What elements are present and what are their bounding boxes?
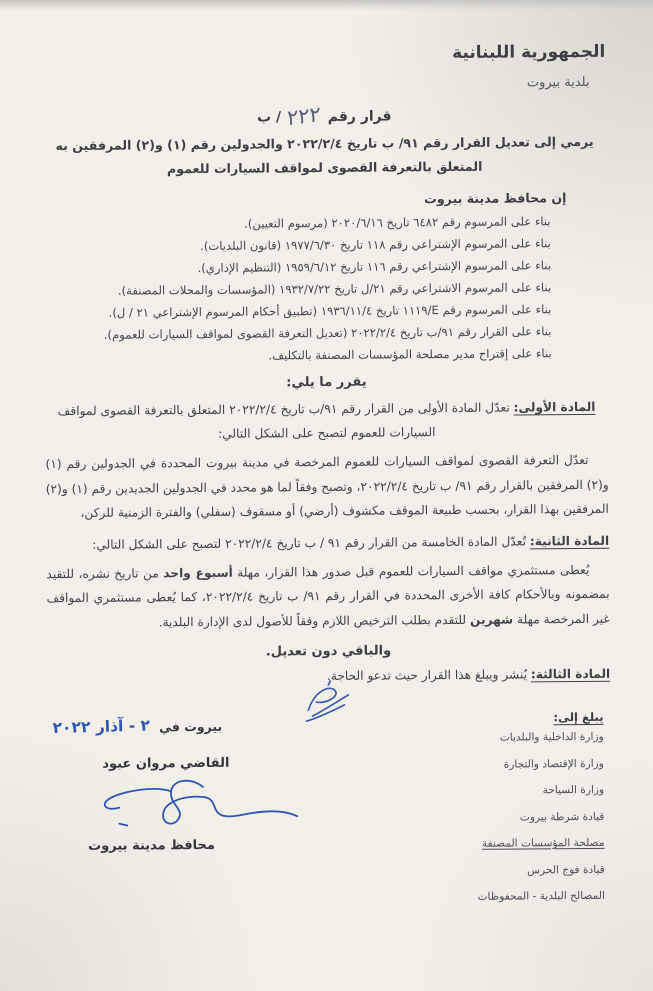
- clause-5: بناء على المرسوم رقم E/١١١٩ تاريخ ١٩٣٦/١١/٤ (تطبيق أحكام المرسوم الإشتراعي ٢١ / ل).: [108, 302, 552, 320]
- clause-3: بناء على المرسوم الإشتراعي رقم ١١٦ تاريخ ١٩٥٩/٦/١٢ (التنظيم الإداري).: [197, 258, 552, 276]
- distribution-title: يبلغ إلى:: [553, 709, 604, 725]
- governor-signature-ink: [53, 770, 304, 838]
- date-stamp-row: [53, 717, 223, 736]
- distribution-item-3: وزارة السياحة: [542, 783, 605, 797]
- article-2-head: [46, 528, 609, 556]
- preamble-clauses: [44, 210, 552, 368]
- decree-number-label: قرار رقم: [327, 108, 392, 125]
- article-2-bold-two-months: شهرين: [469, 612, 514, 627]
- article-2-body-part-1: يُعطى مستثمري مواقف السيارات للعموم قبل صدور هذا القرار، مهلة: [232, 562, 590, 580]
- distribution-item-6: قيادة فوج الحرس: [527, 863, 605, 876]
- purpose-line-2: المتعلق بالتعرفة القصوى لمواقف السيارات للعموم: [166, 158, 483, 177]
- clause-2: بناء على المرسوم الإشتراعي رقم ١١٨ تاريخ ١٩٧٧/٦/٣٠ (قانون البلديات).: [200, 236, 551, 253]
- article-1-body: تعدّل التعرفة القصوى لمواقف السيارات للعموم المرخصة في مدينة بيروت المحددة في الجدولين رقم (١) و(٢) المرفقين بالقرار رقم ٩١/ ب تاريخ ٢٠٢٢/٢/٤، وتصبح وفقاً لما هو محدد في الجدولين الجديدين رقم (١) و(٢) المرفقين بهذا القرار، بحسب طبيعة الموقف مكشوف (أرضي) أو مسقوف (سفلي) والفترة الزمنية للركن،: [45, 452, 609, 520]
- initials-signature-ink: [298, 679, 354, 725]
- republic-title: الجمهورية اللبنانية: [452, 41, 606, 64]
- article-2-body-part-3: للتقدم بطلب الترخيص اللازم وفقاً للأصول لدى الإدارة البلدية.: [158, 612, 471, 629]
- place-label: بيروت في: [158, 718, 223, 734]
- decree-number-line: [43, 100, 606, 131]
- issuing-authority: إن محافظ مدينة بيروت: [424, 190, 567, 207]
- article-1-head-text: تعدّل المادة الأولى من القرار رقم ٩١/ب تاريخ ٢٠٢٢/٢/٤ المتعلق بالتعرفة القصوى لمواقف السيارات للعموم لتصبح على الشكل التالي:: [57, 400, 510, 441]
- distribution-item-2: وزارة الإقتصاد والتجارة: [503, 757, 604, 771]
- distribution-item-1: وزارة الداخلية والبلديات: [499, 730, 604, 744]
- rest-unchanged-note: والباقي دون تعديل.: [265, 643, 392, 660]
- purpose-line-1: يرمي إلى تعديل القرار رقم ٩١/ ب تاريخ ٢٠٢٢/٢/٤ والجدولين رقم (١) و(٢) المرفقين به: [55, 133, 594, 154]
- judge-name: القاضي مروان عبود: [102, 755, 230, 772]
- handwritten-decree-number: ٢٢٢: [287, 101, 321, 131]
- article-1-head: [45, 395, 608, 447]
- distribution-item-5: مصلحة المؤسسات المصنفة: [481, 836, 605, 850]
- decree-purpose: [43, 130, 606, 182]
- article-1-title: المادة الأولى:: [513, 399, 596, 415]
- clause-7: بناء على إقتراح مدير مصلحة المؤسسات المصنفة بالتكليف.: [268, 346, 552, 363]
- clause-4: بناء على المرسوم الاشتراعي رقم ٢١/ل تاريخ ١٩٣٢/٧/٢٢ (المؤسسات والمحلات المصنفة).: [117, 280, 552, 298]
- article-2-bold-one-week: أسبوع واحد: [163, 565, 233, 580]
- clause-1: بناء على المرسوم رقم ٦٤٨٢ تاريخ ٢٠٢٠/٦/١٦ (مرسوم التعيين).: [244, 214, 551, 231]
- article-3-title: المادة الثالثة:: [530, 666, 611, 682]
- article-2-body-part-2: من تاريخ نشره، للتقيد بمضمونه وبالأحكام كافة الأخرى المحددة في القرار رقم ٩١/ ب تاريخ ٢٠٢٢/٢/٤، كما يُعطى مستثمري المواقف غير المرخصة مهلة: [46, 565, 610, 627]
- distribution-list: [393, 710, 605, 911]
- municipality-subtitle: بلدية بيروت: [526, 74, 590, 91]
- date-stamp: ٢ - آذار ٢٠٢٢: [52, 716, 151, 738]
- governor-title: محافظ مدينة بيروت: [88, 837, 216, 854]
- article-3-head-text: يُنشر ويبلغ هذا القرار حيث تدعو الحاجة.: [326, 667, 528, 684]
- clause-6: بناء على القرار رقم ٩١/ب تاريخ ٢٠٢٢/٢/٤ (تعديل التعرفة القصوى لمواقف السيارات للعموم).: [103, 324, 552, 342]
- decree-number-suffix: / ب: [256, 109, 282, 126]
- article-2-body: [46, 557, 610, 635]
- article-2-head-text: تُعدّل المادة الخامسة من القرار رقم ٩١ / ب تاريخ ٢٠٢٢/٢/٤ لتصبح على الشكل التالي:: [92, 533, 526, 552]
- article-2-title: المادة الثانية:: [529, 533, 610, 548]
- decides-heading: يقرر ما يلي:: [286, 374, 367, 391]
- distribution-item-7: المصالح البلدية - المحفوظات: [477, 889, 605, 903]
- distribution-item-4: قيادة شرطة بيروت: [519, 810, 605, 823]
